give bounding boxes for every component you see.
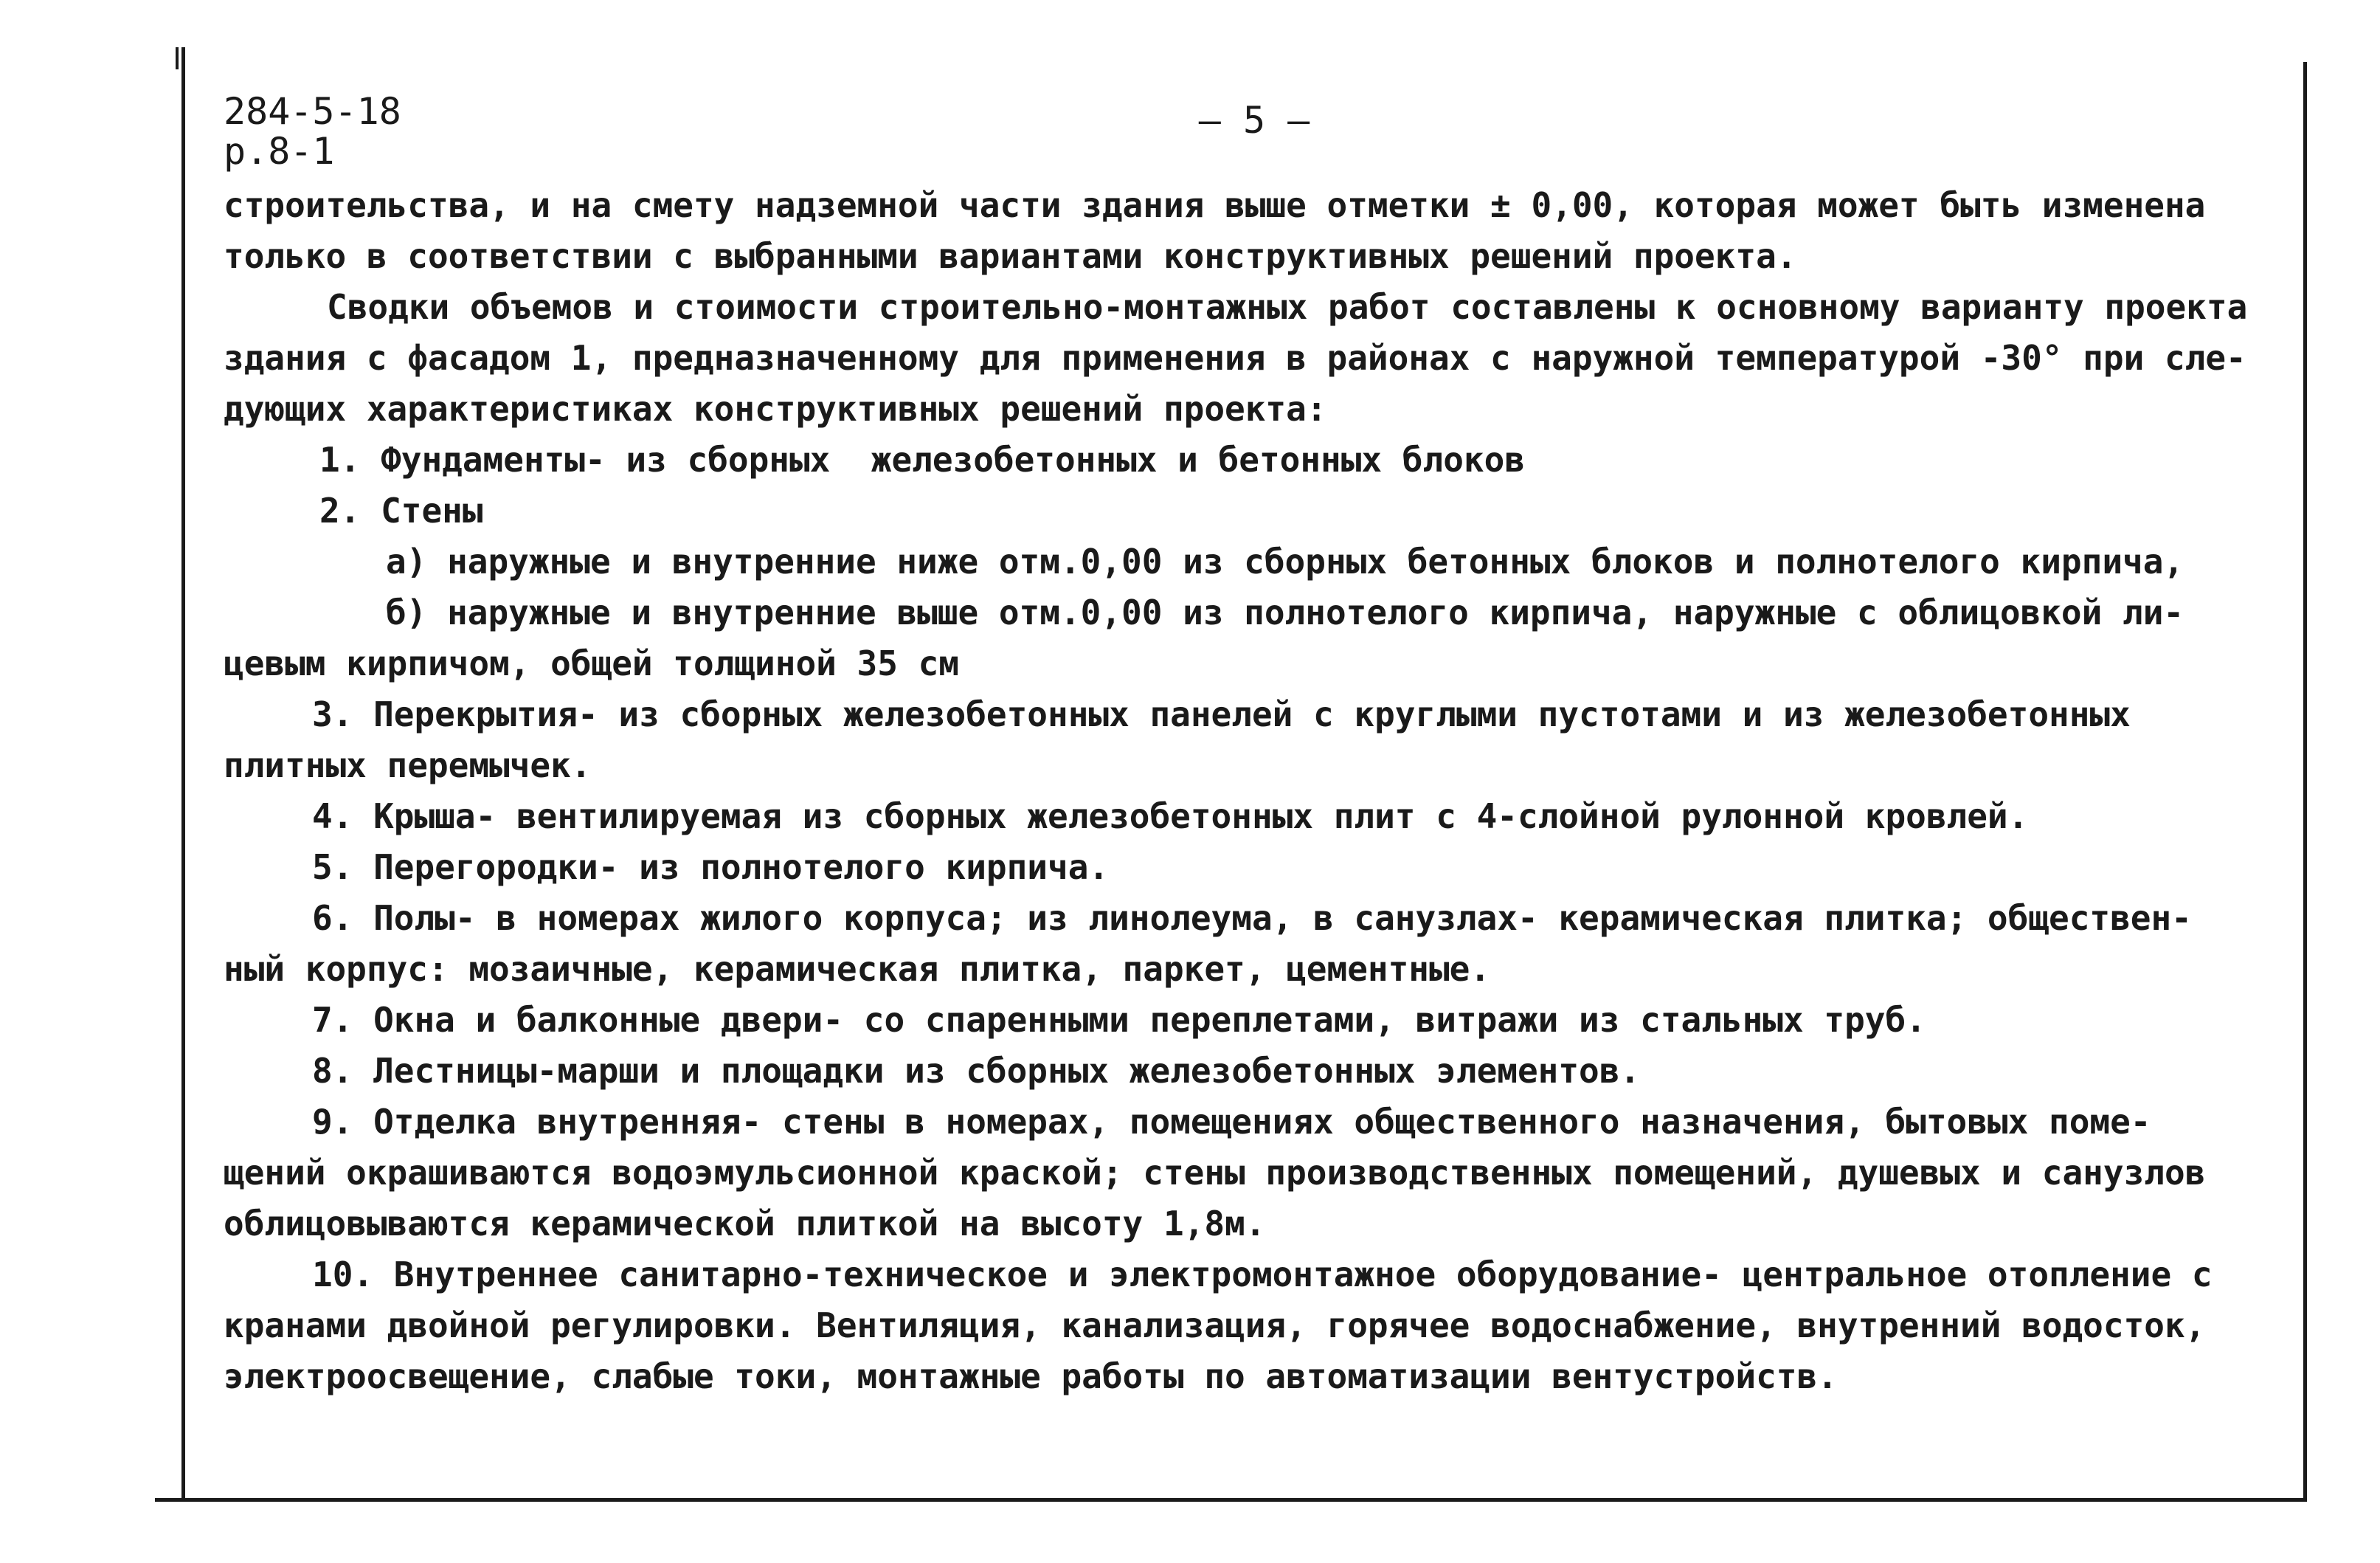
text-line: дующих характеристиках конструктивных решений проекта: <box>224 389 1327 429</box>
sub-list-item: а) наружные и внутренние ниже отм.0,00 из сборных бетонных блоков и полнотелого кирпича, <box>386 542 2184 582</box>
list-item: 8. Лестницы-марши и площадки из сборных железобетонных элементов. <box>312 1051 1641 1091</box>
text-line: цевым кирпичом, общей толщиной 35 см <box>224 644 959 683</box>
document-code-line-1: 284-5-18 <box>224 90 401 133</box>
document-code <box>224 92 401 171</box>
text-line: кранами двойной регулировки. Вентиляция, канализация, горячее водоснабжение, внутренний водосток, <box>224 1305 2206 1345</box>
sub-list-item: б) наружные и внутренние выше отм.0,00 из полнотелого кирпича, наружные с облицовкой ли- <box>386 593 2184 632</box>
list-item: 3. Перекрытия- из сборных железобетонных панелей с круглыми пустотами и из железобетонных <box>312 694 2131 734</box>
list-item: 2. Стены <box>319 491 483 531</box>
text-line: строительства, и на смету надземной части здания выше отметки ± 0,00, которая может быть изменена <box>224 185 2206 225</box>
frame-notch <box>176 47 179 69</box>
list-item: 1. Фундаменты- из сборных железобетонных и бетонных блоков <box>319 440 1525 480</box>
document-code-line-2: р.8-1 <box>224 130 335 173</box>
document-body <box>224 180 2297 1402</box>
text-line: плитных перемычек. <box>224 745 592 785</box>
page-number: — 5 — <box>1198 99 1310 142</box>
text-line: щений окрашиваются водоэмульсионной краской; стены производственных помещений, душевых и санузлов <box>224 1153 2206 1193</box>
list-item: 9. Отделка внутренняя- стены в номерах, помещениях общественного назначения, бытовых поме- <box>312 1102 2151 1142</box>
text-line: здания с фасадом 1, предназначенному для применения в районах с наружной температурой -30° при сле- <box>224 338 2246 378</box>
text-line: облицовываются керамической плиткой на высоту 1,8м. <box>224 1204 1266 1243</box>
text-line: только в соответствии с выбранными вариантами конструктивных решений проекта. <box>224 236 1797 276</box>
text-line: ный корпус: мозаичные, керамическая плитка, паркет, цементные. <box>224 949 1491 989</box>
paragraph-start: Сводки объемов и стоимости строительно-монтажных работ составлены к основному варианту проекта <box>327 287 2248 327</box>
list-item: 4. Крыша- вентилируемая из сборных железобетонных плит с 4-слойной рулонной кровлей. <box>312 796 2029 836</box>
list-item: 10. Внутреннее санитарно-техническое и электромонтажное оборудование- центральное отопление с <box>312 1255 2213 1294</box>
page-frame-bottom <box>155 1498 2307 1502</box>
list-item: 6. Полы- в номерах жилого корпуса; из линолеума, в санузлах- керамическая плитка; обществен- <box>312 898 2192 938</box>
page-frame-right <box>2303 62 2307 1501</box>
list-item: 5. Перегородки- из полнотелого кирпича. <box>312 847 1110 887</box>
text-line: электроосвещение, слабые токи, монтажные работы по автоматизации вентустройств. <box>224 1356 1838 1396</box>
list-item: 7. Окна и балконные двери- со спаренными переплетами, витражи из стальных труб. <box>312 1000 1926 1040</box>
page-frame-left <box>181 47 185 1501</box>
